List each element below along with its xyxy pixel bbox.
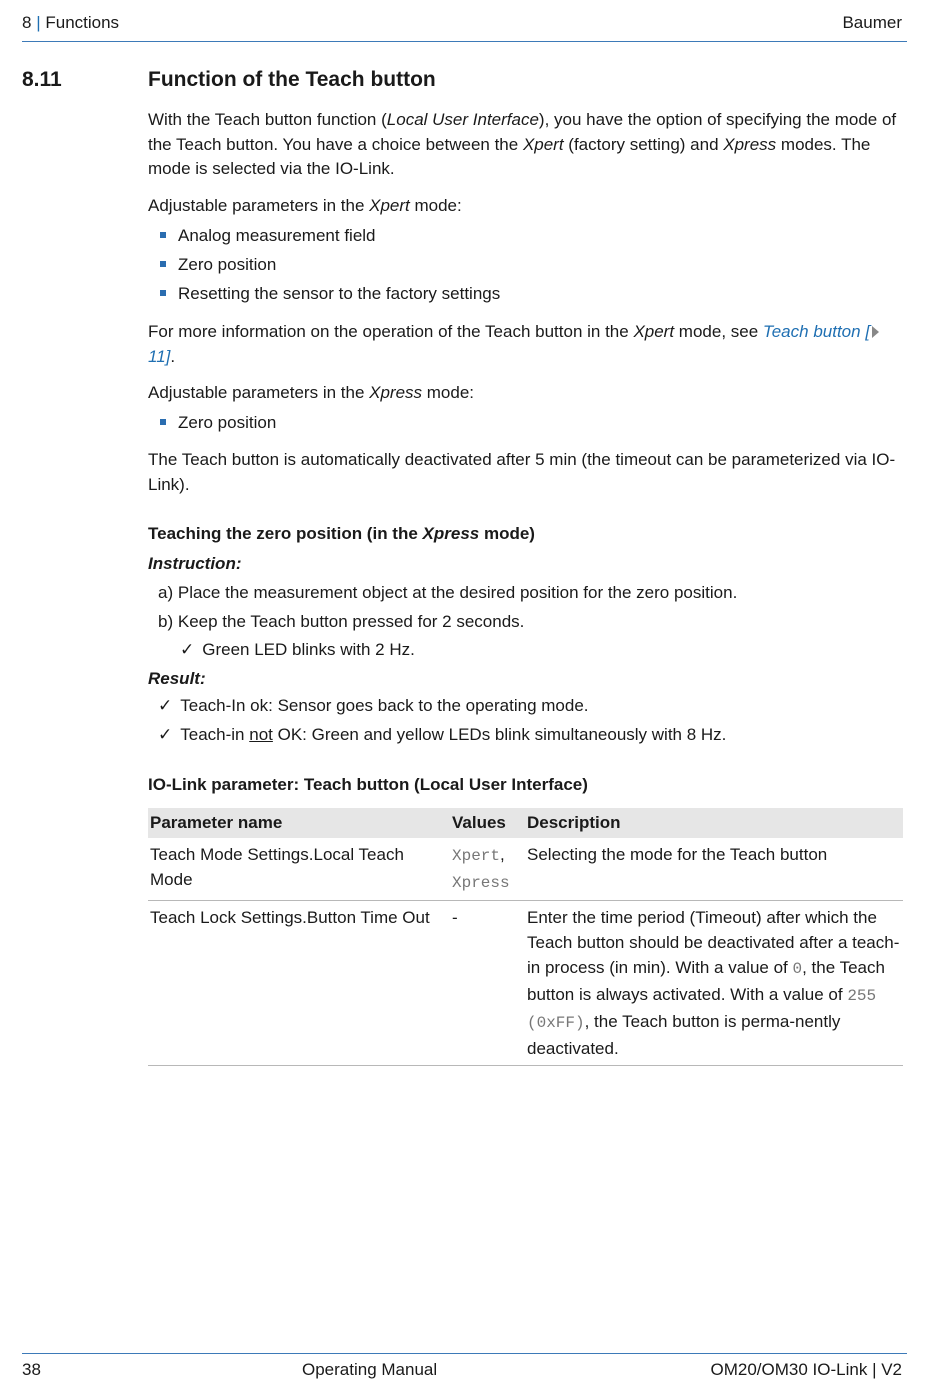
value-code: 0 [792, 960, 803, 978]
result-text: Teach-in [180, 725, 250, 744]
more-info-paragraph [148, 320, 904, 369]
list-item-text: Analog measurement field [178, 226, 376, 245]
description-text: , the Teach button is always activated. With a value of [527, 958, 885, 1004]
bullet-icon [160, 419, 166, 425]
column-header: Description [525, 808, 903, 838]
intro-text: modes. The mode is selected via the IO-Link. [148, 134, 871, 178]
header-rule [22, 41, 907, 42]
footer-rule [22, 1353, 907, 1354]
xpert-term: Xpert [369, 196, 410, 215]
xpress-lead-text: Adjustable parameters in the [148, 383, 370, 402]
value-code: 255 (0xFF) [527, 987, 877, 1032]
step-text: Keep the Teach button pressed for 2 seconds. [177, 612, 525, 631]
intro-paragraph [148, 108, 904, 182]
section-number: 8.11 [22, 68, 62, 91]
step-b [158, 610, 524, 634]
xpert-lead [148, 194, 904, 219]
xpress-lead-text: mode: [422, 383, 475, 402]
bullet-icon [160, 261, 166, 267]
running-header [22, 13, 119, 33]
check-icon: ✓ [158, 696, 173, 715]
product-name: OM20/OM30 IO-Link | V2 [710, 1360, 902, 1379]
instruction-label: Instruction: [148, 554, 242, 573]
result-text: OK: Green and yellow LEDs blink simultaneously with 8 Hz. [272, 725, 727, 744]
brand-name: Baumer [842, 13, 902, 32]
check-icon: ✓ [180, 640, 195, 659]
link-page[interactable]: 11] [148, 346, 171, 366]
intro-term: Xpress [723, 134, 777, 154]
result-label: Result: [148, 669, 206, 688]
chapter-title: Functions [45, 13, 120, 32]
arrow-right-icon[interactable] [872, 326, 879, 338]
step-a [158, 581, 737, 605]
link-label[interactable]: Teach button [762, 322, 861, 341]
link-bracket[interactable]: [ [865, 322, 871, 341]
step-label: b) [158, 612, 174, 631]
page-number: 38 [22, 1360, 41, 1379]
table-row [148, 901, 903, 1066]
teaching-heading-term: Xpress [422, 524, 480, 543]
xpert-lead-text: mode: [409, 196, 462, 215]
result-text: Teach-In ok: Sensor goes back to the operating mode. [180, 696, 589, 715]
timeout-note: The Teach button is automatically deactivated after 5 min (the timeout can be parameterized via IO-Link). [148, 450, 896, 494]
parameter-name: Teach Lock Settings.Button Time Out [148, 901, 450, 1066]
intro-text: With the Teach button function ( [148, 110, 387, 129]
description-text: Enter the time period (Timeout) after which the Teach button should be deactivated after a teach-in process (in min). With a value of [527, 908, 900, 977]
header-separator: | [36, 13, 41, 32]
step-result-text: Green LED blinks with 2 Hz. [202, 640, 415, 659]
xpert-lead-text: Adjustable parameters in the [148, 196, 370, 215]
column-header: Values [450, 808, 525, 838]
list-item-text: Zero position [178, 413, 277, 432]
list-item [160, 411, 276, 435]
teaching-heading [148, 522, 904, 547]
more-info-text: For more information on the operation of the Teach button in the [148, 322, 634, 341]
more-info-text: mode, see [674, 322, 763, 341]
check-icon: ✓ [158, 725, 173, 744]
more-info-text: . [170, 346, 176, 366]
intro-term: Local User Interface [386, 110, 539, 129]
step-text: Place the measurement object at the desired position for the zero position. [177, 583, 738, 602]
parameter-name: Teach Mode Settings.Local Teach Mode [148, 838, 450, 901]
chapter-number: 8 [22, 13, 32, 32]
xpress-lead [148, 381, 904, 406]
step-label: a) [158, 583, 174, 602]
result-item [158, 723, 726, 747]
parameter-description: Selecting the mode for the Teach button [525, 838, 903, 901]
table-header-row [148, 808, 903, 838]
list-item [160, 282, 500, 306]
document-type: Operating Manual [302, 1360, 438, 1379]
teaching-heading-text: mode) [479, 524, 535, 543]
teaching-heading-text: Teaching the zero position (in the [148, 524, 423, 543]
parameter-values: - [450, 901, 525, 1066]
list-item-text: Zero position [178, 255, 277, 274]
list-item [160, 224, 376, 248]
parameter-table [148, 808, 903, 1066]
more-info-term: Xpert [633, 322, 675, 341]
parameter-values [450, 838, 525, 901]
value-code: Xpert [452, 847, 501, 865]
description-text: , the Teach button is perma-nently deactivated. [527, 1012, 841, 1058]
result-emphasis: not [249, 725, 273, 744]
column-header: Parameter name [148, 808, 450, 838]
section-title: Function of the Teach button [148, 68, 436, 91]
list-item-text: Resetting the sensor to the factory settings [178, 284, 501, 303]
intro-text: ), you have the option of specifying the mode of the Teach button. You have a choice between the [148, 110, 897, 154]
list-item [160, 253, 276, 277]
intro-term: Xpert [522, 134, 564, 154]
xpress-term: Xpress [369, 383, 423, 402]
table-row [148, 838, 903, 901]
value-separator: , [500, 845, 505, 864]
bullet-icon [160, 232, 166, 238]
table-caption: IO-Link parameter: Teach button (Local User Interface) [148, 775, 588, 794]
step-b-result [180, 638, 415, 662]
bullet-icon [160, 290, 166, 296]
value-code: Xpress [452, 874, 510, 892]
intro-text: (factory setting) and [563, 134, 724, 154]
parameter-description [525, 901, 903, 1066]
result-item [158, 694, 589, 718]
